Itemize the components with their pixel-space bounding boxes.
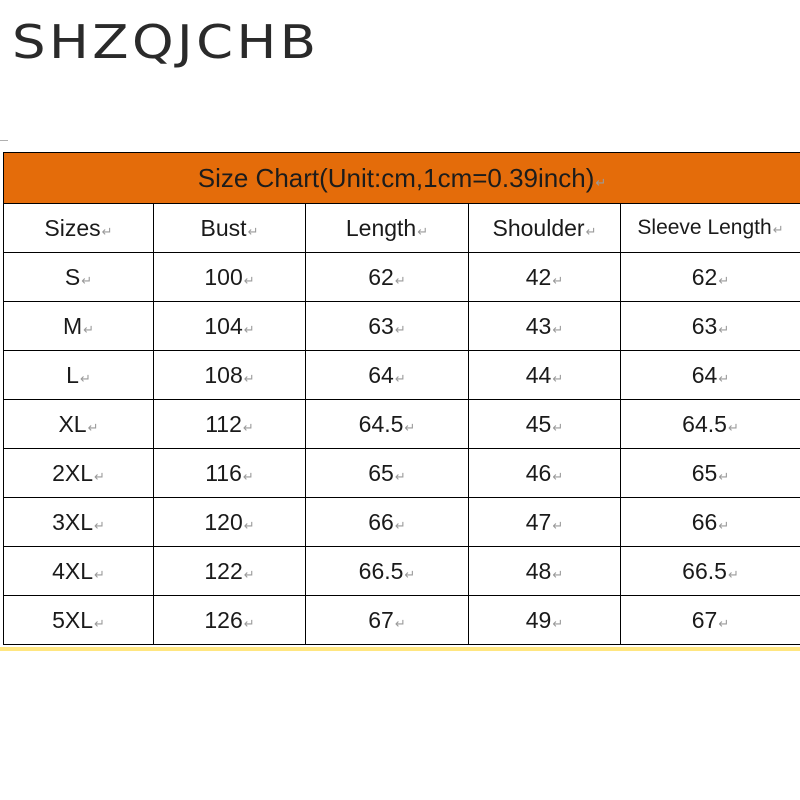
table-row [4,400,800,449]
cell-bust [154,253,306,302]
cell-value: 120 [204,508,243,535]
cell-size [4,547,154,596]
cell-value: 100 [204,263,243,290]
cell-value: S [64,263,81,290]
cell-value: 64 [691,361,718,388]
cell-value: 66 [368,508,394,535]
cell-sleeve-length [621,498,800,547]
title-row [4,153,800,204]
cell-bust [154,547,306,596]
table-row [4,498,800,547]
return-mark-icon: ↵ [243,566,255,582]
brand-logo: SHZQJCHB [12,15,320,69]
cell-value: 67 [368,606,394,633]
header-label: Sleeve Length [637,216,772,239]
cell-size [4,596,154,645]
return-mark-icon: ↵ [247,223,259,239]
header-label: Shoulder [492,214,585,241]
header-label: Sizes [44,214,101,241]
return-mark-icon: ↵ [101,223,113,239]
cell-value: 116 [205,459,242,486]
return-mark-icon: ↵ [394,517,406,533]
return-mark-icon: ↵ [595,174,607,190]
cell-bust [154,449,306,498]
return-mark-icon: ↵ [243,272,255,288]
cell-length [306,498,469,547]
cell-value: 66.5 [358,557,404,584]
cell-value: XL [58,410,87,437]
return-mark-icon: ↵ [87,419,99,435]
cell-value: 62 [368,263,394,290]
cell-shoulder [469,449,621,498]
cell-value: 67 [691,606,718,633]
return-mark-icon: ↵ [718,321,730,337]
return-mark-icon: ↵ [552,370,564,386]
cell-value: 108 [204,361,243,388]
corner-mark [0,140,8,145]
return-mark-icon: ↵ [243,615,255,631]
return-mark-icon: ↵ [94,517,105,533]
return-mark-icon: ↵ [394,370,406,386]
return-mark-icon: ↵ [243,370,255,386]
header-cell-sleeve-length [621,204,800,253]
header-label: Bust [200,214,247,241]
cell-value: 43 [525,312,552,339]
cell-value: 64.5 [358,410,404,437]
cell-value: 63 [368,312,394,339]
cell-value: 3XL [52,508,94,535]
cell-length [306,351,469,400]
header-cell-shoulder [469,204,621,253]
return-mark-icon: ↵ [242,419,254,435]
return-mark-icon: ↵ [552,321,564,337]
return-mark-icon: ↵ [394,321,406,337]
cell-length [306,302,469,351]
cell-value: 64 [368,361,394,388]
return-mark-icon: ↵ [94,615,105,631]
cell-value: 44 [525,361,552,388]
return-mark-icon: ↵ [552,517,564,533]
cell-value: 45 [525,410,552,437]
cell-size [4,400,154,449]
cell-value: 66 [691,508,718,535]
return-mark-icon: ↵ [81,272,93,288]
return-mark-icon: ↵ [417,223,429,239]
cell-length [306,547,469,596]
cell-shoulder [469,547,621,596]
size-chart-table [3,152,800,645]
cell-sleeve-length [621,596,800,645]
cell-sleeve-length [621,547,800,596]
size-chart-title-text: Size Chart(Unit:cm,1cm=0.39inch) [197,162,595,193]
cell-value: 4XL [52,557,94,584]
cell-length [306,449,469,498]
cell-shoulder [469,400,621,449]
return-mark-icon: ↵ [718,468,730,484]
cell-value: 104 [204,312,243,339]
table-row [4,302,800,351]
cell-shoulder [469,253,621,302]
cell-size [4,253,154,302]
cell-size [4,351,154,400]
return-mark-icon: ↵ [394,272,406,288]
table-row [4,547,800,596]
return-mark-icon: ↵ [718,517,730,533]
cell-bust [154,498,306,547]
header-cell-length [306,204,469,253]
return-mark-icon: ↵ [404,566,416,582]
cell-value: 62 [691,263,718,290]
size-chart-title [4,153,800,204]
return-mark-icon: ↵ [552,566,564,582]
cell-length [306,400,469,449]
cell-shoulder [469,351,621,400]
bottom-rule [0,647,800,651]
cell-value: M [62,312,83,339]
header-cell-bust [154,204,306,253]
cell-bust [154,400,306,449]
return-mark-icon: ↵ [243,517,255,533]
table-row [4,449,800,498]
size-rows [4,253,800,645]
cell-value: 47 [525,508,552,535]
header-cell-sizes [4,204,154,253]
table-row [4,253,800,302]
return-mark-icon: ↵ [552,419,564,435]
cell-shoulder [469,302,621,351]
header-label: Length [345,214,417,241]
cell-sleeve-length [621,253,800,302]
cell-size [4,498,154,547]
cell-length [306,596,469,645]
cell-sleeve-length [621,400,800,449]
header-row [4,204,800,253]
return-mark-icon: ↵ [94,468,105,484]
cell-value: 112 [205,410,242,437]
cell-value: 66.5 [682,557,727,584]
return-mark-icon: ↵ [83,321,95,337]
cell-size [4,302,154,351]
cell-value: 126 [204,606,243,633]
cell-value: L [66,361,79,388]
cell-value: 65 [368,459,394,486]
return-mark-icon: ↵ [404,419,416,435]
cell-bust [154,596,306,645]
return-mark-icon: ↵ [718,370,730,386]
cell-value: 65 [691,459,718,486]
table-row [4,596,800,645]
cell-sleeve-length [621,351,800,400]
cell-value: 48 [525,557,552,584]
return-mark-icon: ↵ [394,468,406,484]
return-mark-icon: ↵ [727,566,739,582]
return-mark-icon: ↵ [94,566,105,582]
return-mark-icon: ↵ [718,272,730,288]
return-mark-icon: ↵ [242,468,254,484]
return-mark-icon: ↵ [718,615,730,631]
cell-bust [154,302,306,351]
cell-sleeve-length [621,302,800,351]
cell-shoulder [469,498,621,547]
cell-sleeve-length [621,449,800,498]
return-mark-icon: ↵ [79,370,91,386]
cell-size [4,449,154,498]
return-mark-icon: ↵ [243,321,255,337]
return-mark-icon: ↵ [394,615,406,631]
cell-value: 63 [691,312,718,339]
cell-value: 5XL [52,606,94,633]
cell-value: 64.5 [682,410,727,437]
cell-value: 49 [525,606,552,633]
table-row [4,351,800,400]
return-mark-icon: ↵ [552,272,564,288]
cell-value: 42 [525,263,552,290]
return-mark-icon: ↵ [585,223,597,239]
cell-value: 46 [525,459,552,486]
return-mark-icon: ↵ [552,468,564,484]
cell-shoulder [469,596,621,645]
cell-bust [154,351,306,400]
cell-value: 2XL [52,459,94,486]
return-mark-icon: ↵ [552,615,564,631]
return-mark-icon: ↵ [727,419,739,435]
return-mark-icon: ↵ [772,222,784,237]
cell-length [306,253,469,302]
cell-value: 122 [204,557,243,584]
